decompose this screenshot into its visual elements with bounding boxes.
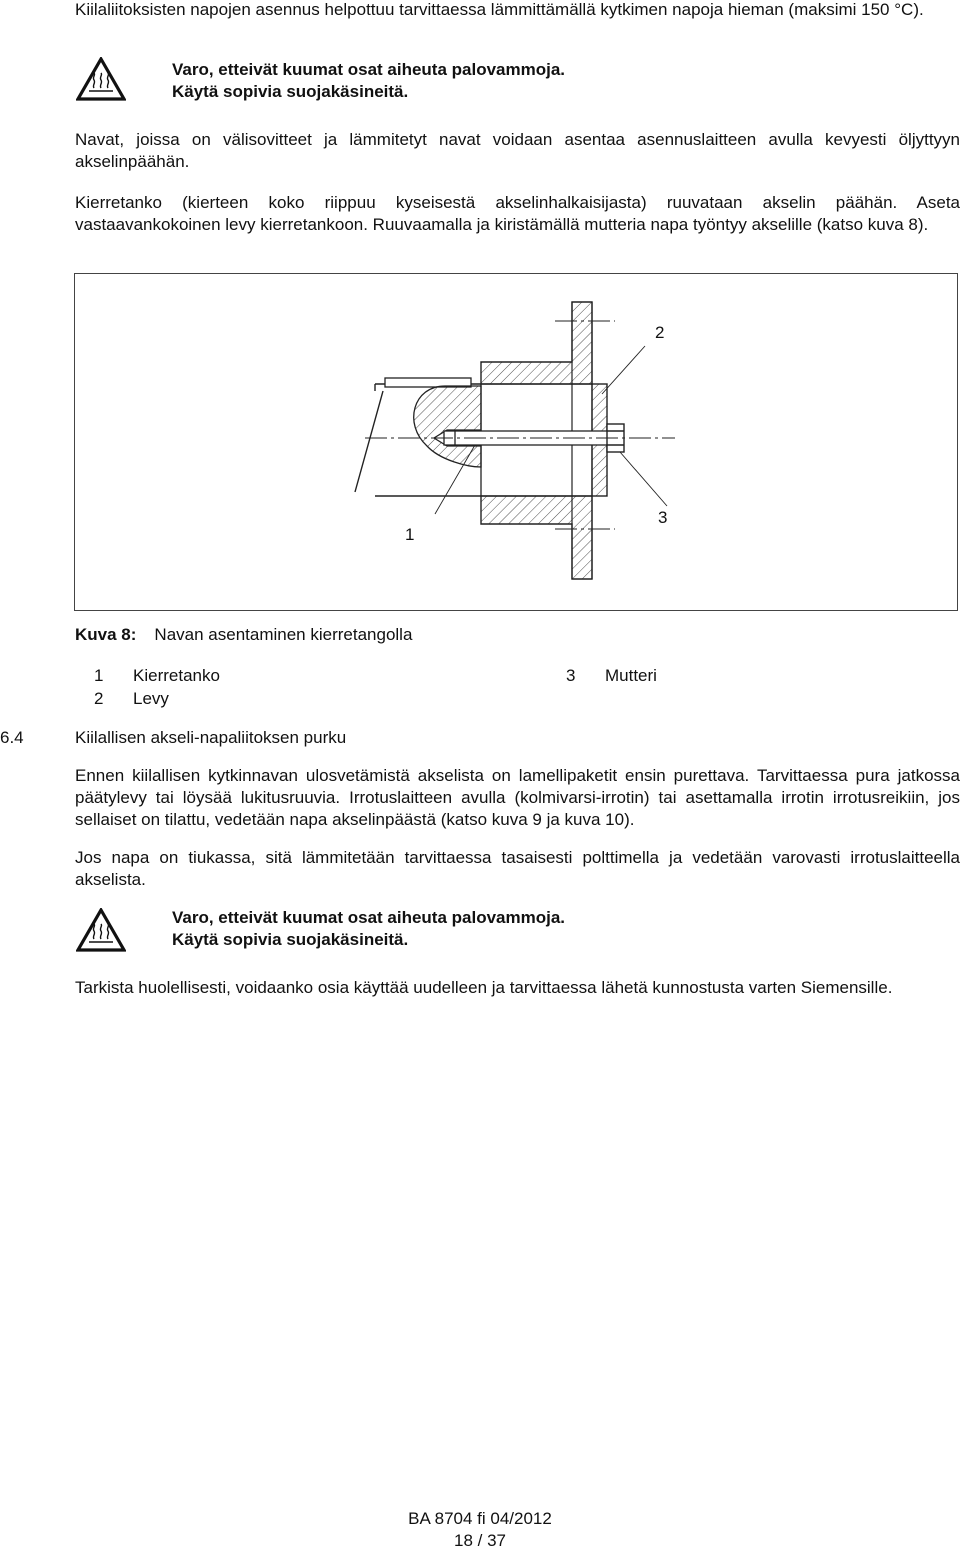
intro-paragraph: Kiilaliitoksisten napojen asennus helpottuu tarvittaessa lämmittämällä kytkimen napoja hieman (maksimi 150 °C). [75, 0, 924, 19]
body-paragraph: Kierretanko (kierteen koko riippuu kyseisestä akselinhalkaisijasta) ruuvataan akselin päähän. Aseta vastaavankokoinen levy kierretankoon. Ruuvaamalla ja kiristämällä mutteria napa työntyy akselille (katso kuva 8). [75, 193, 960, 234]
warning-line-2: Käytä sopivia suojakäsineitä. [172, 82, 409, 101]
callout-3: 3 [658, 508, 668, 527]
hub-lower [481, 496, 592, 579]
warning-line-1: Varo, etteivät kuumat osat aiheuta palovammoja. [172, 908, 566, 927]
hot-surface-warning-icon [76, 908, 126, 952]
warning-text [172, 59, 565, 103]
footer-page-number: 18 / 37 [454, 1531, 506, 1550]
section-title: Kiilallisen akseli-napaliitoksen purku [75, 728, 347, 747]
body-paragraph: Jos napa on tiukassa, sitä lämmitetään tarvittaessa tasaisesti polttimella ja vedetään varovasti irrotuslaitteella akselista. [75, 848, 960, 889]
shaft-section [414, 386, 481, 467]
section-number: 6.4 [0, 728, 24, 747]
caption-text: Navan asentaminen kierretangolla [154, 625, 413, 644]
callout-2: 2 [655, 323, 665, 342]
legend-label: Mutteri [605, 666, 657, 685]
legend-number: 2 [94, 689, 104, 708]
caption-label: Kuva 8: [75, 625, 137, 644]
hub-upper [481, 302, 592, 384]
callout-1: 1 [405, 525, 415, 544]
legend-number: 1 [94, 666, 104, 685]
footer-doc-id: BA 8704 fi 04/2012 [408, 1509, 552, 1528]
body-paragraph: Tarkista huolellisesti, voidaanko osia käyttää uudelleen ja tarvittaessa lähetä kunnostusta varten Siemensille. [75, 978, 893, 997]
legend-label: Levy [133, 689, 169, 708]
figure-8-frame [74, 273, 958, 611]
body-paragraph: Navat, joissa on välisovitteet ja lämmitetyt navat voidaan asentaa asennuslaitteen avulla kevyesti öljyttyyn akselinpäähän. [75, 130, 960, 171]
warning-line-2: Käytä sopivia suojakäsineitä. [172, 930, 409, 949]
body-paragraph: Ennen kiilallisen kytkinnavan ulosvetämistä akselista on lamellipaketit ensin purettava. Tarvittaessa pura jatkossa päätylevy tai löysää lukitusruuvia. Irrotuslaitteen avulla (kolmivarsi-irrotin) tai asettamalla irrotin irrotusreikiin, jos sellaiset on tilattu, vedetään napa akselinpäästä (katso kuva 9 ja kuva 10). [75, 766, 960, 829]
figure-caption [75, 624, 412, 646]
hub-mounting-drawing [75, 274, 959, 612]
hot-surface-warning-icon [76, 57, 126, 101]
legend-label: Kierretanko [133, 666, 220, 685]
legend-number: 3 [566, 666, 576, 685]
warning-line-1: Varo, etteivät kuumat osat aiheuta palovammoja. [172, 60, 566, 79]
warning-text [172, 907, 565, 951]
